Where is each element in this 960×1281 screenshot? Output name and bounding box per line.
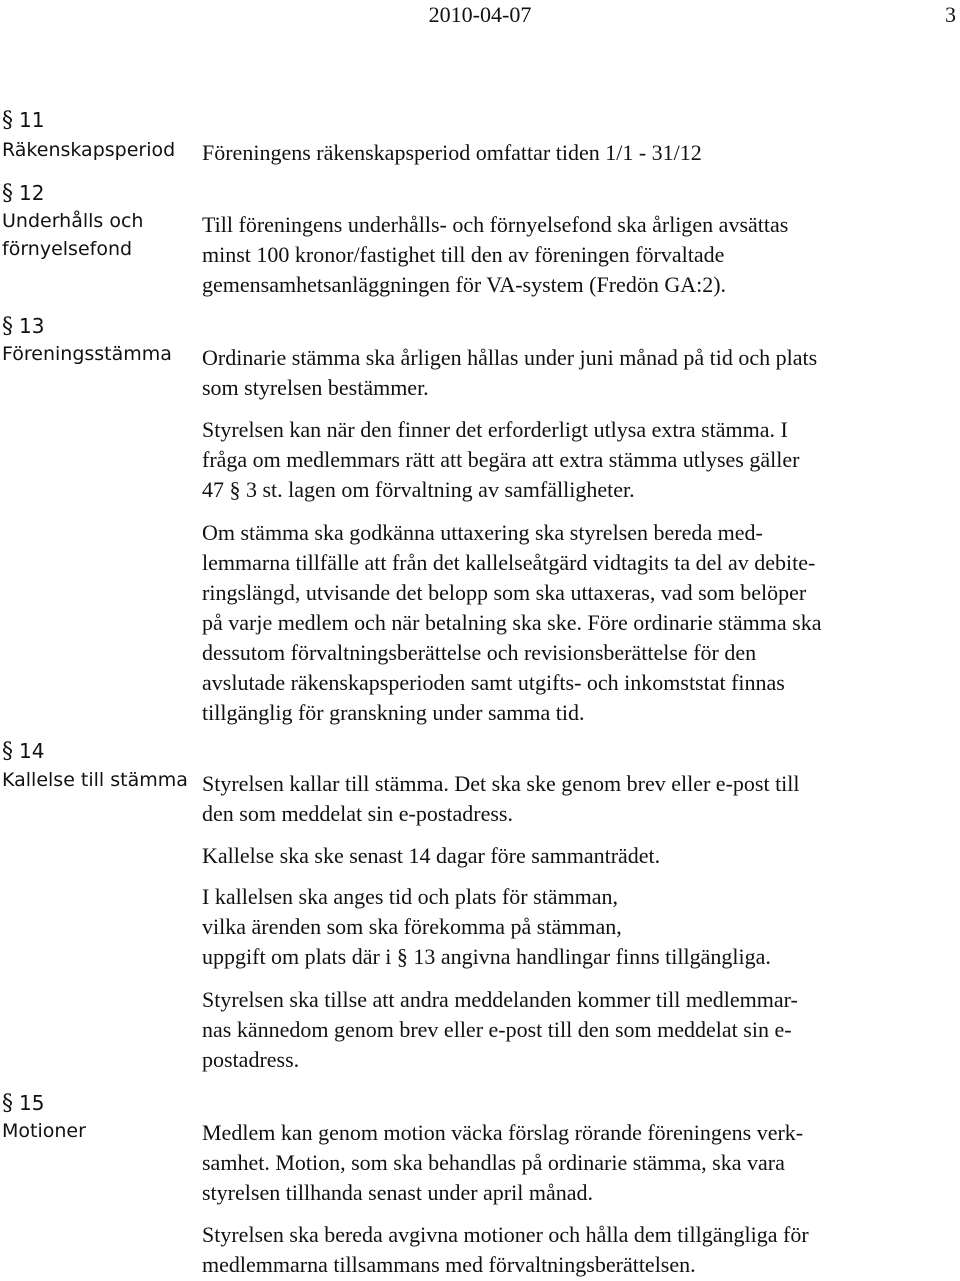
paragraph-other-notices: Styrelsen ska tillse att andra meddelanden kommer till medlemmar- nas kännedom genom brev eller e-post till den som meddelat sin e- postadress. bbox=[202, 987, 798, 1072]
section-number-12: § 12 bbox=[2, 181, 45, 206]
section-title-14: Kallelse till stämma bbox=[2, 769, 188, 791]
paragraph-ordinary-meeting: Ordinarie stämma ska årligen hållas under juni månad på tid och plats som styrelsen bestämmer. bbox=[202, 345, 818, 400]
page-number: 3 bbox=[945, 2, 956, 27]
paragraph-notice-deadline: Kallelse ska ske senast 14 dagar före sammanträdet. bbox=[202, 843, 661, 868]
section-symbol: § bbox=[2, 739, 13, 764]
header-date: 2010-04-07 bbox=[428, 2, 532, 27]
section-number-14: § 14 bbox=[2, 739, 45, 764]
paragraph-assessment: Om stämma ska godkänna uttaxering ska styrelsen bereda med- lemmarna tillfälle att från det kallelseåtgärd vidtagits ta del av debite- ringslängd, utvisande det belopp som ska uttaxeras, vad som belöper på varje medlem och när betalning ska ske. Före ordinarie stämma ska dessutom förvaltningsberättelse och revisionsberättelse för den avslutade räkenskapsperioden samt utgifts- och inkomststat finnas tillgänglig för granskning under samma tid. bbox=[202, 520, 822, 725]
paragraph-accounting-period: Föreningens räkenskapsperiod omfattar tiden 1/1 - 31/12 bbox=[202, 140, 702, 165]
section-symbol: § bbox=[2, 314, 13, 339]
section-title-11: Räkenskapsperiod bbox=[2, 139, 176, 161]
paragraph-maintenance-fund: Till föreningens underhålls- och förnyelsefond ska årligen avsättas minst 100 kronor/fastighet till den av föreningen förvaltade gemensamhetsanläggningen för VA-system (Fredön GA:2). bbox=[202, 212, 789, 297]
section-symbol: § bbox=[2, 108, 13, 133]
section-number-15: § 15 bbox=[2, 1091, 45, 1116]
section-title-15: Motioner bbox=[2, 1120, 86, 1142]
section-number-13: § 13 bbox=[2, 314, 45, 339]
paragraph-notice-contents: I kallelsen ska anges tid och plats för stämman, vilka ärenden som ska förekomma på stämman, uppgift om plats där i § 13 angivna handlingar finns tillgängliga. bbox=[202, 884, 771, 969]
section-symbol: § bbox=[2, 181, 13, 206]
section-number-11: § 11 bbox=[2, 108, 45, 133]
paragraph-notice-delivery: Styrelsen kallar till stämma. Det ska ske genom brev eller e-post till den som meddelat sin e-postadress. bbox=[202, 771, 800, 826]
section-title-12: Underhålls och förnyelsefond bbox=[2, 210, 144, 260]
paragraph-motions-prep: Styrelsen ska bereda avgivna motioner och hålla dem tillgängliga för medlemmarna tillsammans med förvaltningsberättelsen. bbox=[202, 1222, 809, 1277]
paragraph-motions: Medlem kan genom motion väcka förslag rörande föreningens verk- samhet. Motion, som ska behandlas på ordinarie stämma, ska vara styrelsen tillhanda senast under april månad. bbox=[202, 1120, 804, 1205]
paragraph-extra-meeting: Styrelsen kan när den finner det erforderligt utlysa extra stämma. I fråga om medlemmars rätt att begära att extra stämma utlyses gäller 47 § 3 st. lagen om förvaltning av samfälligheter. bbox=[202, 417, 800, 502]
section-symbol: § bbox=[2, 1091, 13, 1116]
section-title-13: Föreningsstämma bbox=[2, 343, 172, 365]
